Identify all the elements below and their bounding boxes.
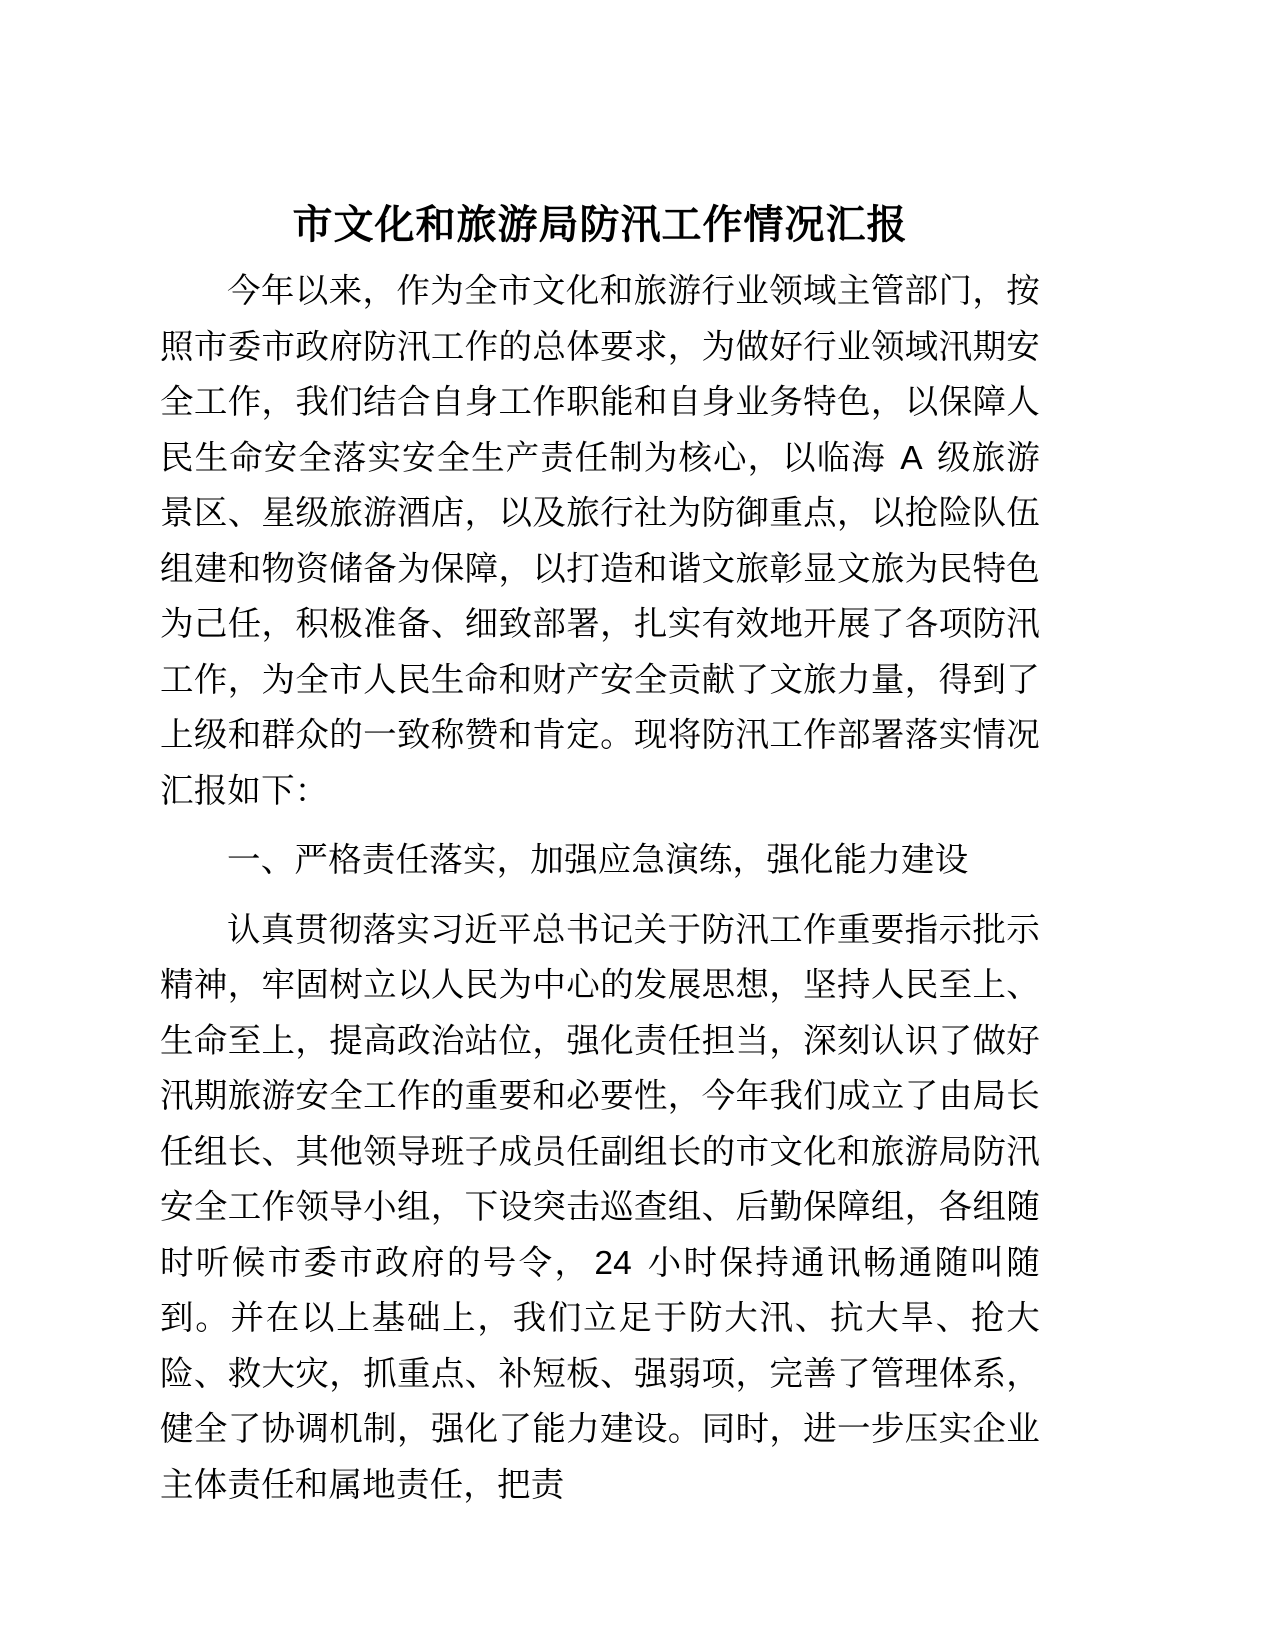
page-title: 市文化和旅游局防汛工作情况汇报 bbox=[292, 203, 908, 247]
section-heading-1: 一、严格责任落实，加强应急演练，强化能力建设 bbox=[227, 842, 969, 879]
paragraph-spacer-2 bbox=[160, 889, 1040, 903]
paragraph-spacer-1 bbox=[160, 819, 1040, 833]
document-body bbox=[160, 196, 1040, 1513]
intro-paragraph: 今年以来，作为全市文化和旅游行业领域主管部门，按照市委市政府防汛工作的总体要求，为做好行业领域汛期安全工作，我们结合自身工作职能和自身业务特色，以保障人民生命安全落实安全生产责任制为核心，以临海 A 级旅游景区、星级旅游酒店，以及旅行社为防御重点，以抢险队伍组建和物资储备为保障，以打造和谐文旅彰显文旅为民特色为己任，积极准备、细致部署，扎实有效地开展了各项防汛工作，为全市人民生命和财产安全贡献了文旅力量，得到了上级和群众的一致称赞和肯定。现将防汛工作部署落实情况汇报如下： bbox=[160, 273, 1040, 810]
section-1-body-paragraph: 认真贯彻落实习近平总书记关于防汛工作重要指示批示精神，牢固树立以人民为中心的发展思想，坚持人民至上、生命至上，提高政治站位，强化责任担当，深刻认识了做好汛期旅游安全工作的重要和必要性，今年我们成立了由局长任组长、其他领导班子成员任副组长的市文化和旅游局防汛安全工作领导小组，下设突击巡查组、后勤保障组，各组随时听候市委市政府的号令， 24 小时保持通讯畅通随叫随到。并在以上基础上，我们立足于防大汛、抗大旱、抢大险、救大灾，抓重点、补短板、强弱项，完善了管理体系，健全了协调机制，强化了能力建设。同时，进一步压实企业主体责任和属地责任，把责 bbox=[160, 911, 1040, 1504]
